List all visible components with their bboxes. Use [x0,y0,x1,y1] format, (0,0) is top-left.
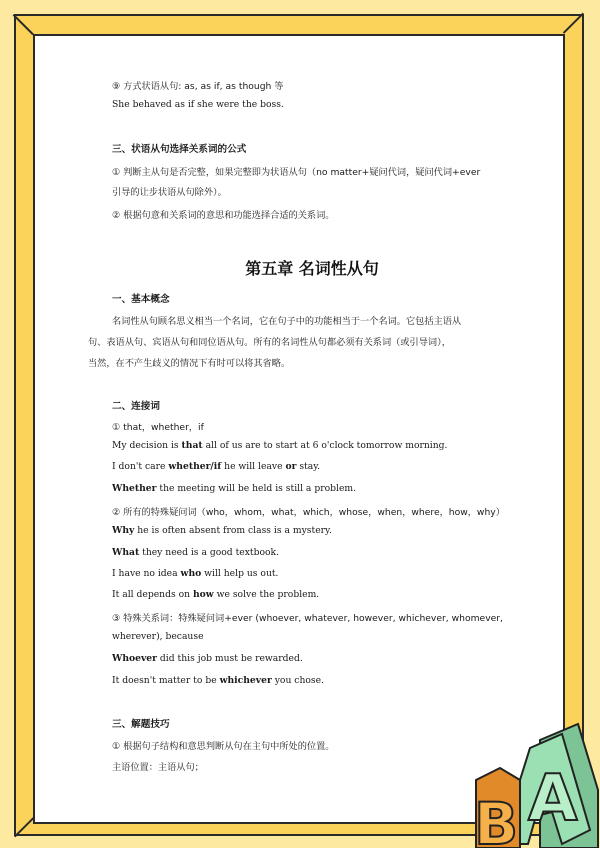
item9-label: ⑨ 方式状语从句: as, as if, as though 等 [112,81,284,92]
heading-basic-concept: 一、基本概念 [112,294,170,305]
section-heading-3a: 三、状语从句选择关系词的公式 [112,144,247,155]
rule2: ② 根据句意和关系词的意思和功能选择合适的关系词。 [112,210,335,221]
heading-conjunctions: 二、连接词 [112,401,160,412]
example-3: Whether the meeting will be held is still a problem. [112,483,357,494]
concept-line1: 名词性从句顾名思义相当一个名词，它在句子中的功能相当于一个名词。它包括主语从 [112,316,462,327]
chapter-title: 第五章 名词性从句 [245,259,379,278]
concept-line3: 当然，在不产生歧义的情况下有时可以将其省略。 [88,358,291,369]
heading-techniques: 三、解题技巧 [112,719,170,730]
letter-b-block [474,768,520,848]
conj3-line1: ③ 特殊关系词：特殊疑问词+ever (whoever, whatever, however, whichever, whomever, [112,613,503,624]
example-5: What they need is a good textbook. [112,547,280,558]
letter-blocks-decoration [470,720,600,848]
item9-example: She behaved as if she were the boss. [112,99,284,110]
conj2: ② 所有的特殊疑问词（who，whom，what，which，whose，when，where，how，why） [112,507,505,518]
tip2: 主语位置：主语从句； [112,762,204,773]
concept-line2: 句、表语从句、宾语从句和同位语从句。所有的名词性从句都必须有关系词（或引导词）， [88,337,451,348]
conj1: ① that，whether，if [112,422,204,433]
letter-a: A [528,762,578,836]
example-7: It all depends on how we solve the problem. [112,589,320,600]
letter-b: B [474,790,519,848]
example-2: I don't care whether/if he will leave or stay. [112,461,321,472]
example-1: My decision is that all of us are to start at 6 o'clock tomorrow morning. [112,440,448,451]
rule1-line2: 引导的让步状语从句除外）。 [112,187,227,198]
example-9: It doesn't matter to be whichever you chose. [112,675,324,686]
example-8: Whoever did this job must be rewarded. [112,653,303,664]
example-6: I have no idea who will help us out. [112,568,279,579]
tip1: ① 根据句子结构和意思判断从句在主句中所处的位置。 [112,741,335,752]
example-4: Why he is often absent from class is a mystery. [112,525,332,536]
rule1-line1: ① 判断主从句是否完整，如果完整即为状语从句（no matter+疑问代词，疑问代词+ever [112,167,481,178]
conj3-line2: wherever), because [112,631,204,642]
